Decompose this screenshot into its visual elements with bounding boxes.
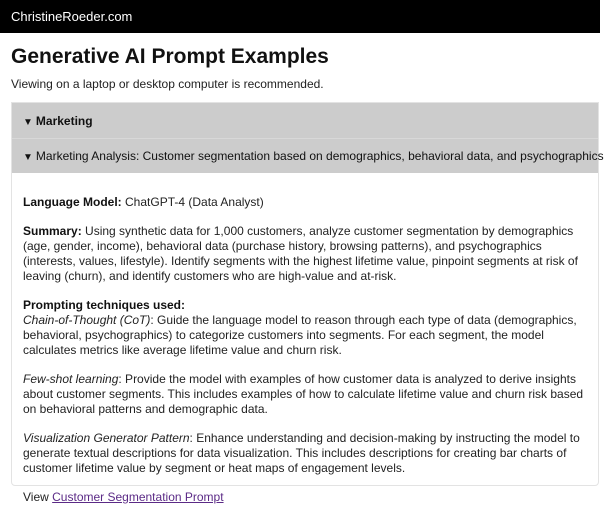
technique-name: Chain-of-Thought (CoT)	[23, 313, 151, 327]
technique-text: : Guide the language model to reason through each type of data (demographics, behavioral, psychographics) to categorize customers into segments. For each segment, the model calculates metrics like average lifetime value and churn risk.	[23, 313, 577, 357]
site-header	[0, 0, 600, 33]
example-label: Marketing Analysis: Customer segmentation based on demographics, behavioral data, and psychographics	[35, 149, 604, 163]
techniques-heading: Prompting techniques used:	[23, 298, 186, 312]
technique-name: Few-shot learning	[23, 372, 119, 386]
example-content	[12, 173, 598, 505]
triangle-down-icon: ▼	[23, 117, 33, 128]
category-summary-marketing[interactable]	[12, 103, 598, 139]
language-model-value: ChatGPT-4 (Data Analyst)	[125, 195, 264, 209]
page-subtitle: Viewing on a laptop or desktop computer is recommended.	[11, 77, 324, 91]
triangle-down-icon: ▼	[23, 152, 33, 163]
language-model-label: Language Model:	[23, 195, 122, 209]
summary-text: Using synthetic data for 1,000 customers, analyze customer segmentation by demographics (age, gender, income), behavioral data (purchase history, browsing patterns), and psychographics (interests, values, lifestyle). Identify segments with the highest lifetime value, pinpoint segments at risk of leaving (churn), and identify customers who are high-value and at-risk.	[23, 224, 578, 283]
summary-label: Summary:	[23, 224, 82, 238]
customer-segmentation-prompt-link[interactable]: Customer Segmentation Prompt	[52, 490, 224, 504]
technique-name: Visualization Generator Pattern	[23, 431, 190, 445]
category-label: Marketing	[35, 114, 93, 128]
view-prompt-line	[23, 490, 587, 505]
summary-paragraph	[23, 224, 587, 284]
technique-text: : Provide the model with examples of how customer data is analyzed to derive insights about customer segments. This includes examples of how to calculate lifetime value and churn risk based on behavioral patterns and demographic data.	[23, 372, 584, 416]
technique-visualization-generator	[23, 431, 587, 476]
site-name-link[interactable]: ChristineRoeder.com	[11, 9, 133, 24]
view-prefix: View	[23, 490, 53, 504]
example-summary[interactable]	[12, 139, 604, 173]
category-details	[11, 102, 604, 504]
technique-chain-of-thought	[23, 298, 587, 358]
language-model-line	[23, 195, 587, 210]
page-title: Generative AI Prompt Examples	[11, 45, 329, 68]
technique-text: : Enhance understanding and decision-making by instructing the model to generate textual descriptions for data visualization. This includes descriptions for creating bar charts of customer lifetime value by segment or heat maps of engagement levels.	[23, 431, 580, 475]
technique-few-shot	[23, 372, 587, 417]
